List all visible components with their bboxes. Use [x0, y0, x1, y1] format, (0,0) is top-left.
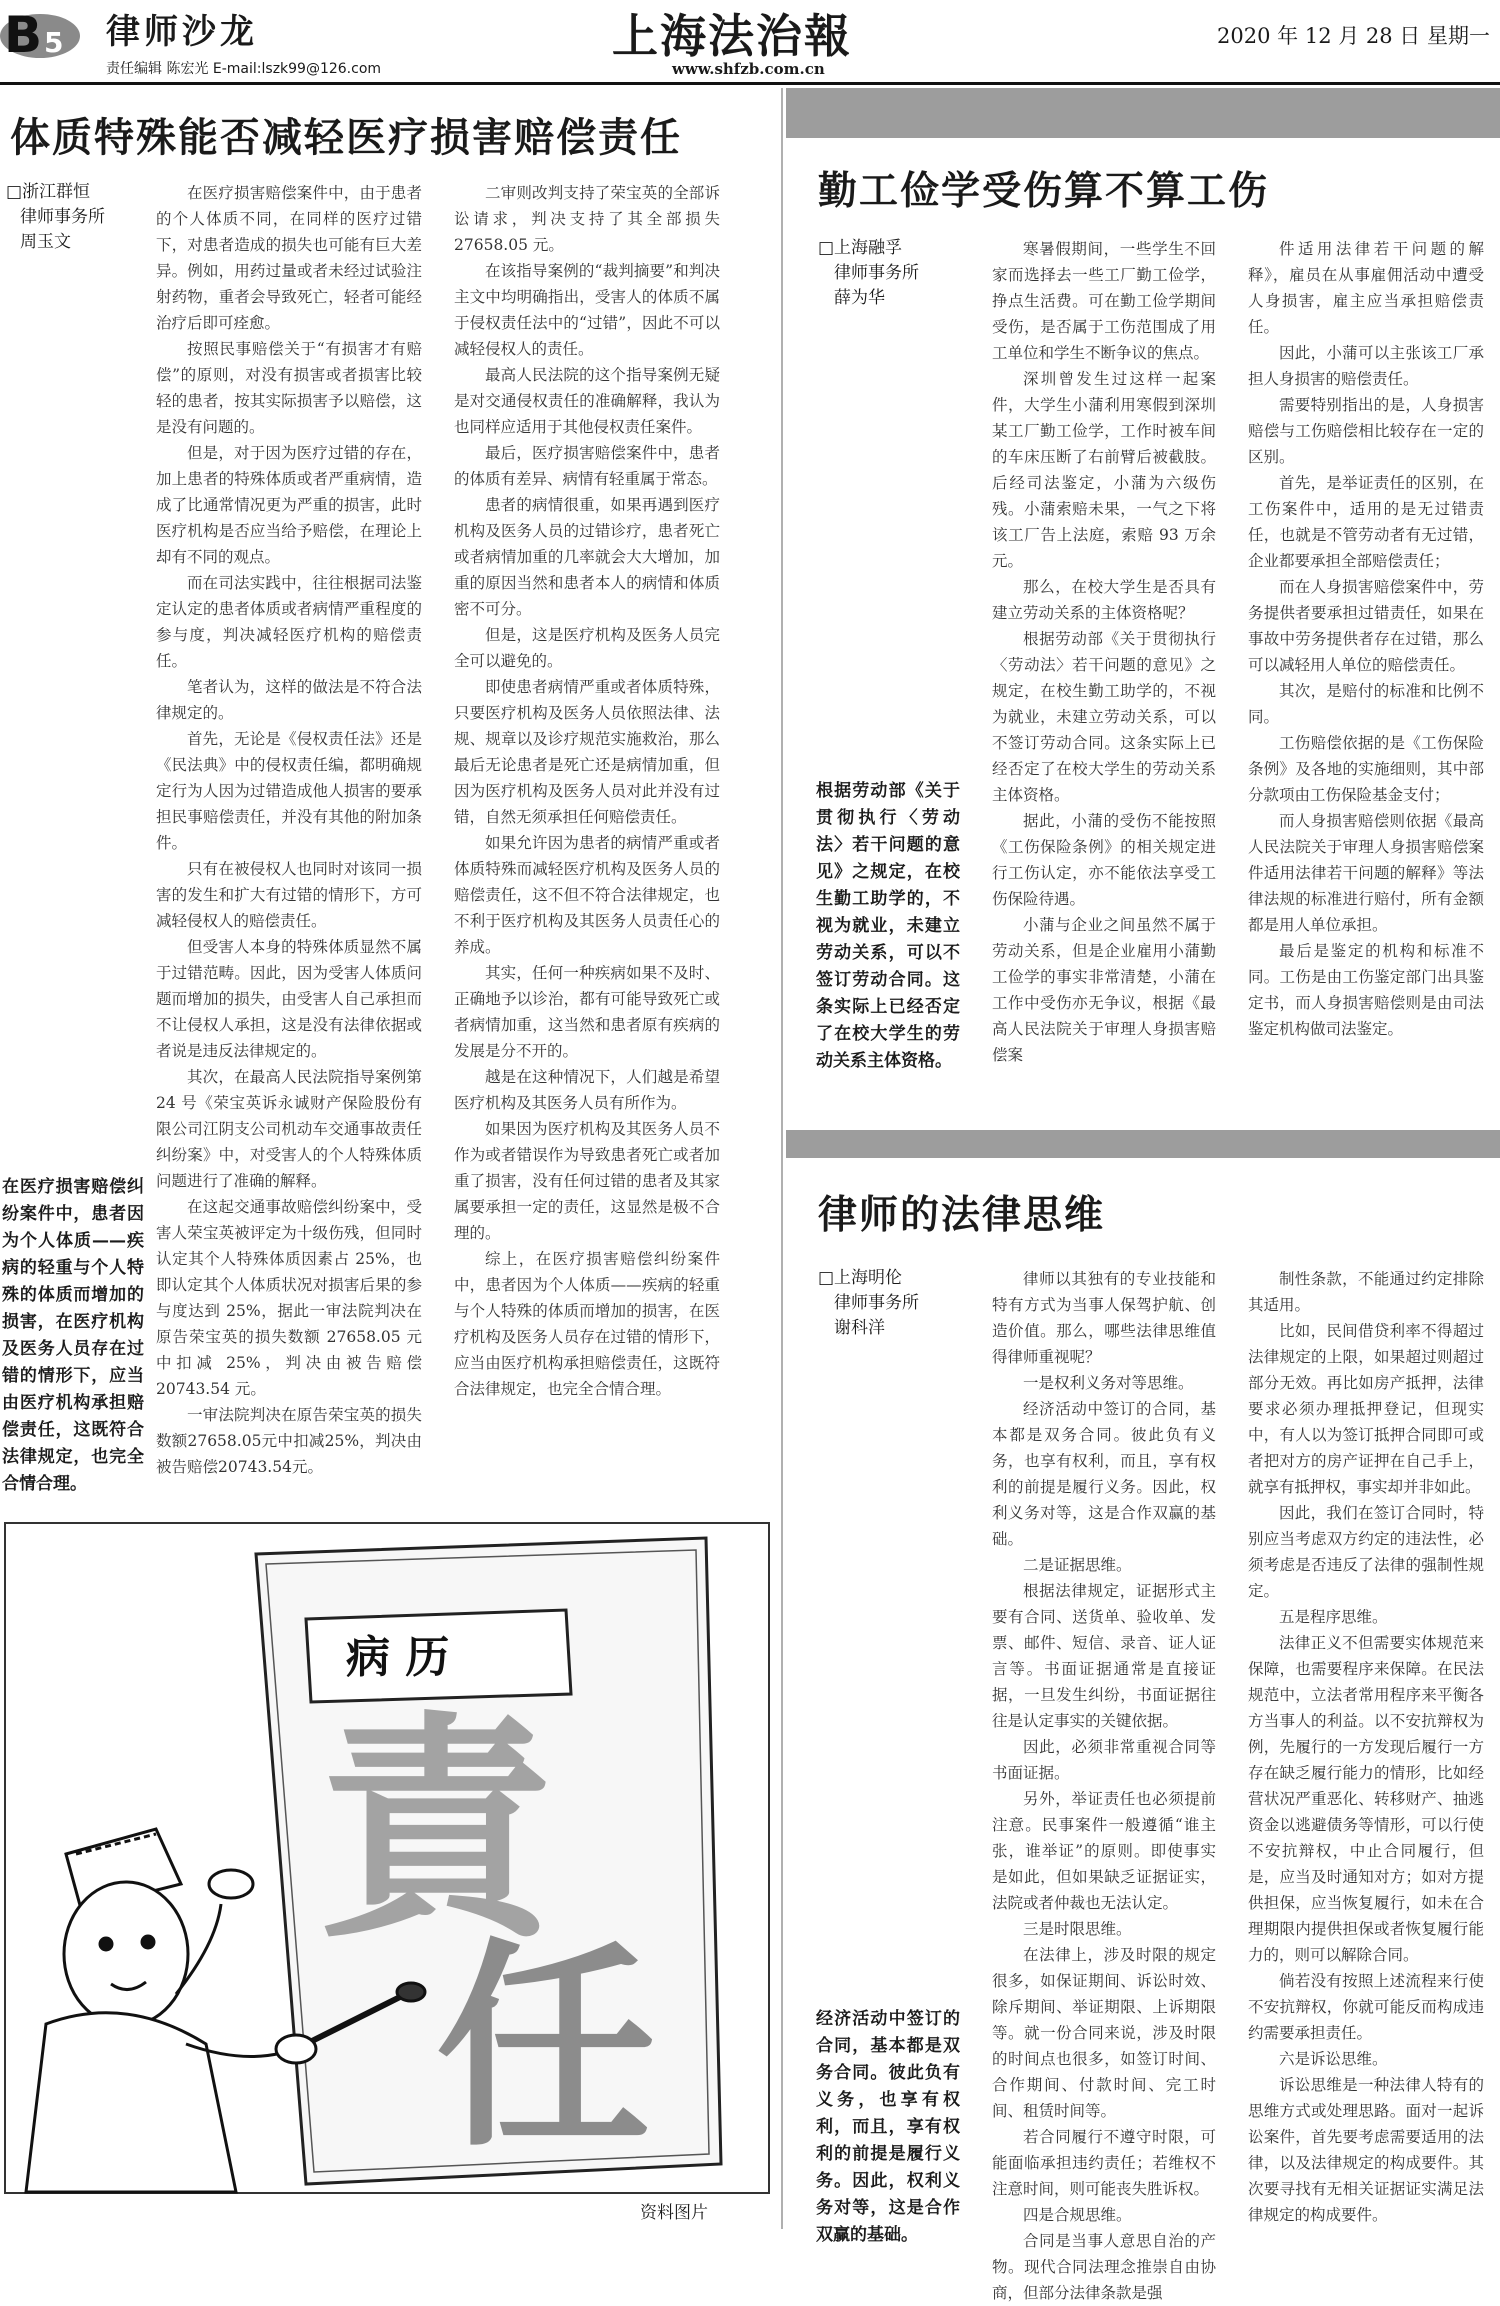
paragraph: 需要特别指出的是，人身损害赔偿与工伤赔偿相比较存在一定的区别。 — [1248, 396, 1484, 466]
paragraph: 因此，我们在签订合同时，特别应当考虑双方约定的违法性，必须考虑是否违反了法律的强制性规定。 — [1248, 1504, 1484, 1600]
editor-line: 责任编辑 陈宏光 E-mail:lszk99@126.com — [106, 61, 382, 77]
paragraph: 倘若没有按照上述流程来行使不安抗辩权，你就可能反而构成违约需要承担责任。 — [1248, 1972, 1484, 2042]
grey-band-top — [786, 88, 1500, 138]
paragraph: 比如，民间借贷利率不得超过法律规定的上限，如果超过则超过部分无效。再比如房产抵押，法律要求必须办理抵押登记，但现实中，有人以为签订抵押合同即可或者把对方的房产证押在自己手上，就享有抵押权，事实却并非如此。 — [1248, 1322, 1484, 1496]
article1-column-2 — [454, 180, 720, 1486]
paragraph: 那么，在校大学生是否具有建立劳动关系的主体资格呢？ — [992, 578, 1216, 622]
paragraph: 在这起交通事故赔偿纠纷案中，受害人荣宝英被评定为十级伤残，但同时认定其个人特殊体质因素占 25%，也即认定其个人体质状况对损害后果的参与度达到 25%，据此一审法院判决在原告荣宝英的损失数额 27658.05 元中扣减 25%，判决由被告赔偿 20743.54 元。 — [156, 1198, 422, 1398]
paragraph: 越是在这种情况下，人们越是希望医疗机构及其医务人员有所作为。 — [454, 1068, 720, 1112]
byline-author: 周玉文 — [20, 232, 71, 252]
cartoon-caption: 资料图片 — [640, 2203, 708, 2223]
paragraph: 四是合规思维。 — [1023, 2206, 1132, 2224]
paragraph: 根据法律规定，证据形式主要有合同、送货单、验收单、发票、邮件、短信、录音、证人证言等。书面证据通常是直接证据，一旦发生纠纷，书面证据往往是认定事实的关键依据。 — [992, 1582, 1216, 1730]
paragraph: 诉讼思维是一种法律人特有的思维方式或处理思路。面对一起诉讼案件，首先要考虑需要适用的法律，以及法律规定的构成要件。其次要寻找有无相关证据证实满足法律规定的构成要件。 — [1248, 2076, 1484, 2224]
page-number-badge — [0, 6, 86, 62]
paragraph: 最后，医疗损害赔偿案件中，患者的体质有差异、病情有轻重属于常态。 — [454, 444, 720, 488]
paragraph: 而在人身损害赔偿案件中，劳务提供者要承担过错责任，如果在事故中劳务提供者存在过错，那么可以减轻用人单位的赔偿责任。 — [1248, 578, 1484, 674]
cartoon-sign-text: 病 历 — [346, 1632, 450, 1683]
paragraph: 在医疗损害赔偿案件中，由于患者的个人体质不同，在同样的医疗过错下，对患者造成的损失也可能有巨大差异。例如，用药过量或者未经过试验注射药物，重者会导致死亡，轻者可能经治疗后即可痊愈。 — [156, 184, 422, 332]
paragraph: 一是权利义务对等思维。 — [1023, 1374, 1194, 1392]
article2-byline — [818, 236, 958, 311]
paragraph: 二是证据思维。 — [1023, 1556, 1132, 1574]
byline-author: 谢科洋 — [834, 1318, 885, 1338]
byline-firm: □浙江群恒 — [6, 182, 91, 202]
paragraph: 制性条款，不能通过约定排除其适用。 — [1248, 1270, 1484, 1314]
article3-column-2 — [1248, 1266, 1484, 2224]
article3-pull-quote: 经济活动中签订的合同，基本都是双务合同。彼此负有义务，也享有权利，而且，享有权利的前提是履行义务。因此，权利义务对等，这是合作双赢的基础。 — [816, 2009, 960, 2245]
paragraph: 按照民事赔偿关于“有损害才有赔偿”的原则，对没有损害或者损害比较轻的患者，按其实际损害予以赔偿，这是没有问题的。 — [156, 340, 422, 436]
byline-office: 律师事务所 — [20, 207, 105, 227]
paragraph: 其次，在最高人民法院指导案例第 24 号《荣宝英诉永诚财产保险股份有限公司江阴支公司机动车交通事故责任纠纷案》中，对受害人的个人特殊体质问题进行了准确的解释。 — [156, 1068, 422, 1190]
paragraph: 但受害人本身的特殊体质显然不属于过错范畴。因此，因为受害人体质问题而增加的损失，由受害人自己承担而不让侵权人承担，这是没有法律依据或者说是违反法律规定的。 — [156, 938, 422, 1060]
paragraph: 二审则改判支持了荣宝英的全部诉讼请求，判决支持了其全部损失 27658.05 元。 — [454, 184, 720, 254]
article1-byline — [6, 180, 116, 255]
article1-column-1 — [156, 180, 422, 1486]
paragraph: 而人身损害赔偿则依据《最高人民法院关于审理人身损害赔偿案件适用法律若干问题的解释》等法律法规的标准进行赔付，所有金额都是用人单位承担。 — [1248, 812, 1484, 934]
paragraph: 如果允许因为患者的病情严重或者体质特殊而减轻医疗机构及医务人员的赔偿责任，这不但不符合法律规定，也不利于医疗机构及其医务人员责任心的养成。 — [454, 834, 720, 956]
paragraph: 患者的病情很重，如果再遇到医疗机构及医务人员的过错诊疗，患者死亡或者病情加重的几率就会大大增加，加重的原因当然和患者本人的病情和体质密不可分。 — [454, 496, 720, 618]
article3-column-1 — [992, 1266, 1216, 2302]
paragraph: 一审法院判决在原告荣宝英的损失数额27658.05元中扣减25%，判决由被告赔偿20743.54元。 — [156, 1406, 422, 1476]
article1-headline: 体质特殊能否减轻医疗损害赔偿责任 — [10, 115, 682, 161]
paragraph: 因此，必须非常重视合同等书面证据。 — [992, 1738, 1216, 1782]
grey-band-middle — [786, 1130, 1500, 1158]
paragraph: 寒暑假期间，一些学生不回家而选择去一些工厂勤工俭学，挣点生活费。可在勤工俭学期间受伤，是否属于工伤范围成了用工单位和学生不断争议的焦点。 — [992, 240, 1216, 362]
paragraph: 而在司法实践中，往往根据司法鉴定认定的患者体质或者病情严重程度的参与度，判决减轻医疗机构的赔偿责任。 — [156, 574, 422, 670]
paragraph: 法律正义不但需要实体规范来保障，也需要程序来保障。在民法规范中，立法者常用程序来平衡各方当事人的利益。以不安抗辩权为例，先履行的一方发现后履行一方存在缺乏履行能力的情形，比如经营状况严重恶化、转移财产、抽逃资金以逃避债务等情形，可以行使不安抗辩权，中止合同履行，但是，应当及时通知对方；如对方提供担保，应当恢复履行，如未在合理期限内提供担保或者恢复履行能力的，则可以解除合同。 — [1248, 1634, 1484, 1964]
paragraph: 但是，这是医疗机构及医务人员完全可以避免的。 — [454, 626, 720, 670]
cartoon-glyph-2: 任 — [436, 1917, 657, 2176]
paragraph: 最后是鉴定的机构和标准不同。工伤是由工伤鉴定部门出具鉴定书，而人身损害赔偿则是由司法鉴定机构做司法鉴定。 — [1248, 942, 1484, 1038]
newspaper-masthead: 上海法治報 — [612, 9, 852, 63]
paragraph: 在该指导案例的“裁判摘要”和判决主文中均明确指出，受害人的体质不属于侵权责任法中的“过错”，因此不可以减轻侵权人的责任。 — [454, 262, 720, 358]
paragraph: 深圳曾发生过这样一起案件，大学生小蒲利用寒假到深圳某工厂勤工俭学，工作时被车间的车床压断了右前臂后被截肢。后经司法鉴定，小蒲为六级伤残。小蒲索赔未果，一气之下将该工厂告上法庭，索赔 93 万余元。 — [992, 370, 1216, 570]
article3-byline — [818, 1266, 958, 1341]
page-letter: B — [4, 6, 43, 64]
article1-pull-quote: 在医疗损害赔偿纠纷案件中，患者因为个人体质——疾病的轻重与个人特殊的体质而增加的损害，在医疗机构及医务人员存在过错的情形下，应当由医疗机构承担赔偿责任，这既符合法律规定，也完全合情合理。 — [2, 1177, 144, 1494]
paragraph: 因此，小蒲可以主张该工厂承担人身损害的赔偿责任。 — [1248, 344, 1484, 388]
paragraph: 首先，无论是《侵权责任法》还是《民法典》中的侵权责任编，都明确规定行为人因为过错造成他人损害的要承担民事赔偿责任，并没有其他的附加条件。 — [156, 730, 422, 852]
column-divider — [781, 88, 783, 2229]
paragraph: 最高人民法院的这个指导案例无疑是对交通侵权责任的准确解释，我认为也同样应适用于其他侵权责任案件。 — [454, 366, 720, 436]
website-url[interactable]: www.shfzb.com.cn — [672, 60, 825, 78]
paragraph: 小蒲与企业之间虽然不属于劳动关系，但是企业雇用小蒲勤工俭学的事实非常清楚，小蒲在工作中受伤亦无争议，根据《最高人民法院关于审理人身损害赔偿案 — [992, 916, 1216, 1064]
paragraph: 如果因为医疗机构及其医务人员不作为或者错误作为导致患者死亡或者加重了损害，没有任何过错的患者及其家属要承担一定的责任，这显然是极不合理的。 — [454, 1120, 720, 1242]
issue-date: 2020 年 12 月 28 日 星期一 — [1217, 24, 1490, 48]
byline-author: 薛为华 — [834, 288, 885, 308]
paragraph: 合同是当事人意思自治的产物。现代合同法理念推崇自由协商，但部分法律条款是强 — [992, 2232, 1216, 2302]
paragraph: 经济活动中签订的合同，基本都是双务合同。彼此负有义务，也享有权利，而且，享有权利的前提是履行义务。因此，权利义务对等，这是合作双赢的基础。 — [992, 1400, 1216, 1548]
paragraph: 三是时限思维。 — [1023, 1920, 1132, 1938]
section-title: 律师沙龙 — [106, 12, 258, 52]
article3-headline: 律师的法律思维 — [818, 1193, 1106, 1238]
paragraph: 只有在被侵权人也同时对该同一损害的发生和扩大有过错的情形下，方可减轻侵权人的赔偿责任。 — [156, 860, 422, 930]
header-rule — [0, 82, 1500, 85]
paragraph: 另外，举证责任也必须提前注意。民事案件一般遵循“谁主张，谁举证”的原则。即使事实是如此，但如果缺乏证据证实，法院或者仲裁也无法认定。 — [992, 1790, 1216, 1912]
paragraph: 件适用法律若干问题的解释》，雇员在从事雇佣活动中遭受人身损害，雇主应当承担赔偿责任。 — [1248, 240, 1484, 336]
paragraph: 综上，在医疗损害赔偿纠纷案件中，患者因为个人体质——疾病的轻重与个人特殊的体质而增加的损害，在医疗机构及医务人员存在过错的情形下，应当由医疗机构承担赔偿责任，这既符合法律规定，也完全合情合理。 — [454, 1250, 720, 1398]
article2-pull-quote: 根据劳动部《关于贯彻执行〈劳动法〉若干问题的意见》之规定，在校生勤工助学的，不视为就业，未建立劳动关系，可以不签订劳动合同。这条实际上已经否定了在校大学生的劳动关系主体资格。 — [816, 781, 960, 1071]
paragraph: 工伤赔偿依据的是《工伤保险条例》及各地的实施细则，其中部分款项由工伤保险基金支付； — [1248, 734, 1484, 804]
paragraph: 六是诉讼思维。 — [1279, 2050, 1388, 2068]
paragraph: 在法律上，涉及时限的规定很多，如保证期间、诉讼时效、除斥期间、举证期限、上诉期限等。就一份合同来说，涉及时限的时间点也很多，如签订时间、合作期间、付款时间、完工时间、租赁时间等。 — [992, 1946, 1216, 2120]
paragraph: 若合同履行不遵守时限，可能面临承担违约责任；若维权不注意时间，则可能丧失胜诉权。 — [992, 2128, 1216, 2198]
page-digit: 5 — [44, 26, 64, 59]
article2-column-1 — [992, 236, 1216, 1102]
byline-firm: □上海融孚 — [818, 238, 903, 258]
paragraph: 根据劳动部《关于贯彻执行〈劳动法〉若干问题的意见》之规定，在校生勤工助学的，不视为就业，未建立劳动关系，可以不签订劳动合同。这条实际上已经否定了在校大学生的劳动关系主体资格。 — [992, 630, 1216, 804]
cartoon-glyph-1: 責 — [316, 1689, 557, 1971]
paragraph: 据此，小蒲的受伤不能按照《工伤保险条例》的相关规定进行工伤认定，亦不能依法享受工伤保险待遇。 — [992, 812, 1216, 908]
byline-firm: □上海明伦 — [818, 1268, 903, 1288]
paragraph: 律师以其独有的专业技能和特有方式为当事人保驾护航、创造价值。那么，哪些法律思维值得律师重视呢？ — [992, 1270, 1216, 1366]
paragraph: 首先，是举证责任的区别，在工伤案件中，适用的是无过错责任，也就是不管劳动者有无过错，企业都要承担全部赔偿责任； — [1248, 474, 1484, 570]
article2-column-2 — [1248, 236, 1484, 1102]
cartoon-illustration — [4, 1522, 770, 2194]
article2-headline: 勤工俭学受伤算不算工伤 — [818, 169, 1270, 214]
paragraph: 笔者认为，这样的做法是不符合法律规定的。 — [156, 678, 422, 722]
byline-office: 律师事务所 — [834, 263, 919, 283]
byline-office: 律师事务所 — [834, 1293, 919, 1313]
paragraph: 即使患者病情严重或者体质特殊，只要医疗机构及医务人员依照法律、法规、规章以及诊疗规范实施救治，那么最后无论患者是死亡还是病情加重，但因为医疗机构及医务人员对此并没有过错，自然无须承担任何赔偿责任。 — [454, 678, 720, 826]
paragraph: 五是程序思维。 — [1279, 1608, 1388, 1626]
paragraph: 其次，是赔付的标准和比例不同。 — [1248, 682, 1484, 726]
paragraph: 但是，对于因为医疗过错的存在，加上患者的特殊体质或者严重病情，造成了比通常情况更为严重的损害，此时医疗机构是否应当给予赔偿，在理论上却有不同的观点。 — [156, 444, 422, 566]
paragraph: 其实，任何一种疾病如果不及时、正确地予以诊治，都有可能导致死亡或者病情加重，这当然和患者原有疾病的发展是分不开的。 — [454, 964, 720, 1060]
